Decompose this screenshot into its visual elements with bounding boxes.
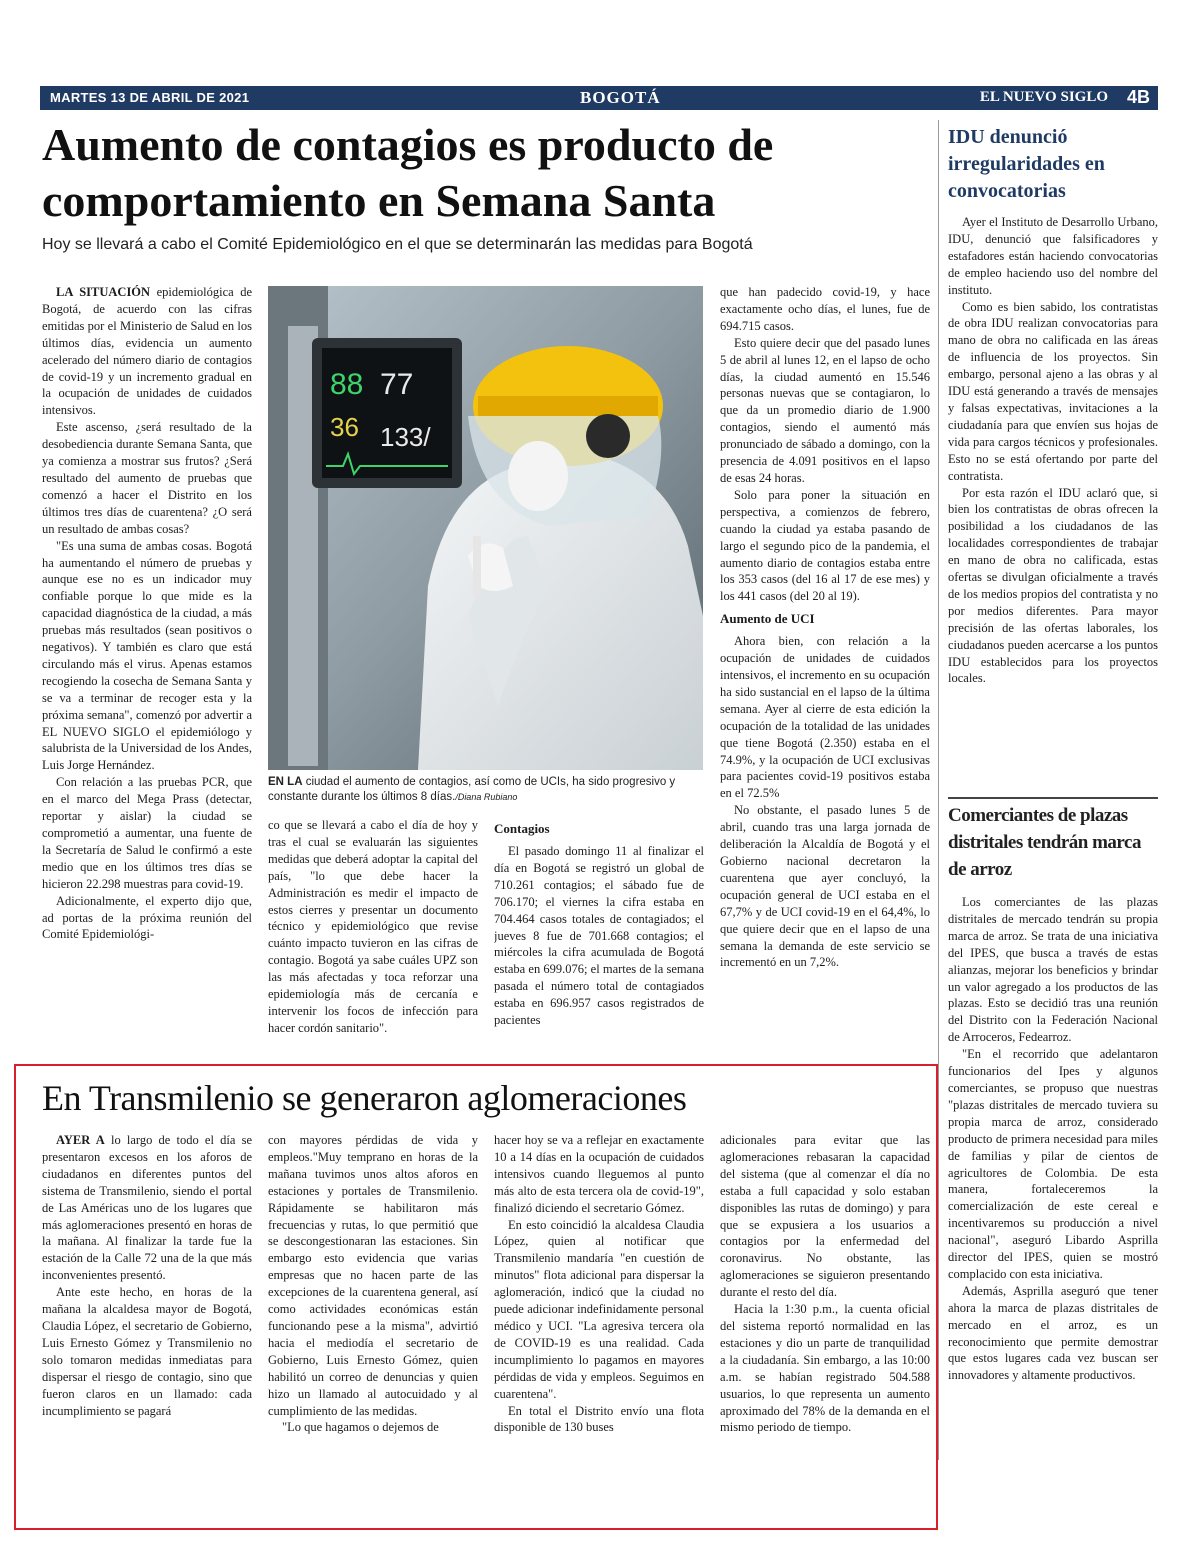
sidebar-divider — [948, 797, 1158, 799]
caption-text: ciudad el aumento de contagios, así como de UCIs, ha sido progresivo y constante durante los últimos 8 días. — [268, 776, 676, 803]
article-column-2 — [268, 817, 478, 1057]
photo-caption — [268, 775, 703, 805]
column-divider — [938, 120, 939, 1460]
article-paragraph: En total el Distrito envío una flota disponible de 130 buses — [494, 1403, 704, 1435]
article-lead: LA SITUACIÓN — [56, 285, 151, 299]
transmilenio-column-4 — [720, 1132, 930, 1472]
article-paragraph: Por esta razón el IDU aclaró que, si bien los contratistas de obras ofrecen la posibilidad a los ciudadanos de las localidades correspondientes de trabajar en mano de obra no calificada, estas ofertas se divulgan oficialmente a través de los medios propios del contratista y no por medios diferentes. Para mayor precisión de las ofertas laborales, los ciudadanos pueden acercarse a los puntos IDU establecidos para los proyectos locales. — [948, 485, 1158, 686]
issue-date: MARTES 13 DE ABRIL DE 2021 — [50, 90, 250, 105]
article-paragraph: Ahora bien, con relación a la ocupación de unidades de cuidados intensivos, el incremento en su ocupación ha sido sustancial en el lapso de la última semana. Ayer al cierre de esta edición la ocupación de la totalidad de las unidades que tiene Bogotá (2.350) estaba en el 74.9%, y la ocupación de UCI exclusivas para pacientes covid-19 positivos estaba en el 72.5% — [720, 634, 930, 801]
newspaper-name: EL NUEVO SIGLO — [979, 89, 1108, 105]
sidebar-article-arroz — [948, 894, 1158, 1484]
page-header-bar — [40, 86, 1158, 110]
article-paragraph: que han padecido covid-19, y hace exactamente ocho días, el lunes, fue de 694.715 casos. — [720, 285, 930, 333]
article-subhead: Contagios — [494, 821, 550, 836]
monitor-value: 36 — [330, 412, 359, 442]
article-column-4 — [720, 284, 930, 1054]
article-paragraph: con mayores pérdidas de vida y empleos."Muy temprano en horas de la mañana tuvimos unos altos aforos en estaciones y portales de Transmilenio. Rápidamente se habilitaron más frecuencias y rutas, lo que permitió que se descongestionaran las estaciones. Sin embargo esto evidencia que varias empresas que no hacen parte de las excepciones de la cuarentena general, así como actividades económicas están funcionando pese a la misma", advirtió hacia el mediodía el secretario de Gobierno, Luis Ernesto Gómez, quien habilitó un correo de denuncias y quien hizo un llamado al autocuidado y al cumplimiento de las medidas. — [268, 1133, 478, 1418]
article-paragraph: Los comerciantes de las plazas distritales de mercado tendrán su propia marca de arroz. Se trata de una iniciativa del IPES, que busca a través de estas alianzas, mejorar los beneficios y brindar un valor agregado a los productos de las plazas. Esto se decidió tras una reunión del Distrito con la Federación Nacional de Arroceros, Fedearroz. — [948, 895, 1158, 1045]
article-paragraph: Además, Asprilla aseguró que tener ahora la marca de plazas distritales de mercado en el arroz, es un reconocimiento que permite demostrar que estos lugares cada vez buscan ser innovadores y altamente productivos. — [948, 1283, 1158, 1383]
article-paragraph: co que se llevará a cabo el día de hoy y tras el cual se evaluarán las siguientes medidas que deberá adoptar la capital del país, "lo que debe hacer la Administración es medir el impacto de estos cierres y presentar un documento técnico y epidemiológico que revise cuánto impacto tuvieron en las cifras de contagio. Bogotá ya sabe cuáles UPZ son las más afectadas y toca reforzar una epidemiología más de cercanía e intervenir los focos de infección para hacer cordón sanitario". — [268, 818, 478, 1035]
article-paragraph: "En el recorrido que adelantaron funcionarios del Ipes y algunos comerciantes, se propuso que nuestras "plazas distritales de mercado tuviera su propia marca de arroz, considerado producto de primera necesidad para miles de familias y pilar de cientos de agricultores de Colombia. De esta manera, fortaleceremos la comercialización de este cereal e incentivaremos su producción a nivel nacional", aseguró Libardo Asprilla director del IPES, quien se mostró complacido con esta iniciativa. — [948, 1047, 1158, 1281]
article-subhead: Aumento de UCI — [720, 611, 815, 627]
caption-lead: EN LA — [268, 776, 303, 788]
sidebar-article-idu — [948, 214, 1158, 792]
article-paragraph: epidemiológica de Bogotá, de acuerdo con las cifras emitidas por el Ministerio de Salud en los últimos días, evidencia un aumento acelerado del número diario de contagios de covid-19 y un incremento gradual en la ocupación de unidades de cuidados intensivos. — [42, 285, 252, 418]
main-subheadline: Hoy se llevará a cabo el Comité Epidemiológico en el que se determinarán las medidas para Bogotá — [42, 236, 753, 253]
article-paragraph: En esto coincidió la alcaldesa Claudia López, quien al notificar que Transmilenio mandaría "en cuestión de minutos" flota adicional para dispersar la aglomeración, indicó que la ciudad no puede adicionar indefinidamente personal médico y UCI. "La agresiva tercera ola de COVID-19 es una realidad. Cada incumplimiento lo pagamos en mayores pérdidas de vida y empleos. Seguimos en cuarentena". — [494, 1217, 704, 1401]
transmilenio-column-1 — [42, 1132, 252, 1472]
section-name: BOGOTÁ — [580, 88, 661, 107]
article-paragraph: Solo para poner la situación en perspectiva, a comienzos de febrero, cuando la ciudad ya estaba pasando de largo el segundo pico de la pandemia, el aumento diario de contagios estaba entre los 353 casos (del 16 al 17 de ese mes) y los 441 casos (del 20 al 19). — [720, 487, 930, 604]
article-paragraph: Este ascenso, ¿será resultado de la desobediencia durante Semana Santa, que ya comienza a mostrar sus frutos? ¿Será resultado del aumento de pruebas que comenzó a hacer el Distrito en los últimos tres días de cuarentena? ¿O será un resultado de ambas cosas? — [42, 420, 252, 536]
article-paragraph: "Lo que hagamos o dejemos de — [282, 1420, 439, 1435]
article-paragraph: Como es bien sabido, los contratistas de obra IDU realizan convocatorias para mano de obra no calificada en las áreas de influencia de los proyectos. Sin embargo, personal ajeno a las obras y al IDU está generando a través de mensajes y falsas expectativas, invitaciones a la ciudadanía para que envíen sus hojas de vida para cargos técnicos y profesionales. Esto no se está ofertando por parte del contratista. — [948, 299, 1158, 483]
photo-credit: /Diana Rubiano — [455, 792, 518, 802]
transmilenio-column-3 — [494, 1132, 704, 1472]
health-worker-photo — [268, 286, 703, 770]
article-paragraph: Hacia la 1:30 p.m., la cuenta oficial del sistema reportó normalidad en las estaciones y dio un parte de tranquilidad a la ciudadanía. Sin embargo, a las 10:00 a.m. se habían registrado 504.588 usuarios, lo que representa un aumento aproximado del 78% de la demanda en el mismo periodo de tiempo. — [720, 1302, 930, 1435]
article-paragraph: El pasado domingo 11 al finalizar el día en Bogotá se registró un global de 710.261 contagios; el sábado fue de 706.170; el viernes la cifra estaba en 704.464 casos totales de contagiados; el jueves 8 fue de 701.668 contagios; el miércoles la cifra acumulada de Bogotá estaba en 699.076; el martes de la semana pasada el número total de contagiados estaba en 696.957 casos registrados de pacientes — [494, 844, 704, 1028]
article-paragraph: Con relación a las pruebas PCR, que en el marco del Mega Prass (detectar, reportar y aislar) la ciudad se comprometió a aumentar, una fuente de la Secretaría de Salud le confirmó a este medio que en los últimos tres días se hicieron 22.298 muestras para covid-19. — [42, 775, 252, 891]
article-paragraph: adicionales para evitar que las aglomeraciones rebasaran la capacidad del sistema (que al comenzar el día no estaba a full capacidad y solo estaban disponibles las rutas de domingo) y para que se expusiera a los usuarios a contagios por la enfermedad del coronavirus. No obstante, las aglomeraciones se siguieron presentando durante el resto del día. — [720, 1133, 930, 1300]
main-headline: Aumento de contagios es producto de comportamiento en Semana Santa — [42, 119, 774, 226]
transmilenio-column-2 — [268, 1132, 478, 1472]
page-number: 4B — [1126, 87, 1150, 107]
article-paragraph: Ante este hecho, en horas de la mañana la alcaldesa mayor de Bogotá, Claudia López, el secretario de Gobierno, Luis Ernesto Gómez y Transmilenio no solo tomaron medidas inmediatas para dispersar el riesgo de contagio, sino que fueron claros en un llamado: cada incumplimiento se pagará — [42, 1285, 252, 1418]
article-paragraph: Ayer el Instituto de Desarrollo Urbano, IDU, denunció que falsificadores y estafadores están haciendo convocatorias de empleo haciendo uso del nombre del instituto. — [948, 215, 1158, 297]
article-column-3 — [494, 815, 704, 1055]
monitor-value: 88 — [330, 368, 364, 401]
sidebar-headline-arroz: Comerciantes de plazas distritales tendrán marca de arroz — [948, 805, 1141, 880]
monitor-value: 77 — [380, 368, 414, 401]
article-lead: AYER A — [56, 1133, 105, 1147]
article-column-1 — [42, 284, 252, 1054]
article-paragraph: Adicionalmente, el experto dijo que, ad portas de la próxima reunión del Comité Epidemiológi- — [42, 893, 252, 942]
article-photo — [268, 286, 703, 770]
article-paragraph: lo largo de todo el día se presentaron excesos en los aforos de ciudadanos en diferentes puntos del sistema de Transmilenio, siendo el portal de Las Américas uno de los lugares que más aglomeraciones presentó en horas de la mañana. Al finalizar la tarde fue la estación de la Calle 72 una de la que más inconvenientes presentó. — [42, 1133, 252, 1283]
article-paragraph: hacer hoy se va a reflejar en exactamente 10 a 14 días en la ocupación de cuidados intensivos cuando lleguemos al punto más alto de esta tercera ola de covid-19", finalizó diciendo el secretario Gómez. — [494, 1133, 704, 1215]
article-paragraph: "Es una suma de ambas cosas. Bogotá ha aumentando el número de pruebas y aunque ese no es un indicador muy confiable porque lo que mide es la capacidad diagnóstica de la ciudad, a más pruebas más resultados (sean positivos o negativos). Y también es claro que está circulando más el virus. Apenas estamos recogiendo la cosecha de Semana Santa y se va a terminar de recoger esta y la próxima semana", comenzó por advertir a EL NUEVO SIGLO el epidemiólogo y salubrista de la Universidad de los Andes, Luis Jorge Hernández. — [42, 538, 252, 773]
article-paragraph: Esto quiere decir que del pasado lunes 5 de abril al lunes 12, en el lapso de ocho días, la ciudad aumentó en 15.546 personas nuevas que se contagiaron, lo que da un promedio diario de 1.900 contagios, siendo el aumentó más pronunciado de sábado a domingo, con la presencia de 4.091 positivos en el lapso de esas 24 horas. — [720, 335, 930, 485]
sidebar-headline-idu: IDU denunció irregularidades en convocatorias — [948, 126, 1105, 202]
article-paragraph: No obstante, el pasado lunes 5 de abril, cuando tras una larga jornada de deliberación la Alcaldía de Bogotá y el Gobierno nacional decretaron la cuarentena que ayer concluyó, la ocupación general de UCI estaba en el 67,7% y de UCI covid-19 en el 64,4%, lo que quiere decir que en el lapso de una semana la demanda de este servicio se incrementó en un 7,2%. — [720, 803, 930, 970]
monitor-value: 133/ — [380, 422, 431, 452]
transmilenio-headline: En Transmilenio se generaron aglomeraciones — [42, 1078, 687, 1118]
